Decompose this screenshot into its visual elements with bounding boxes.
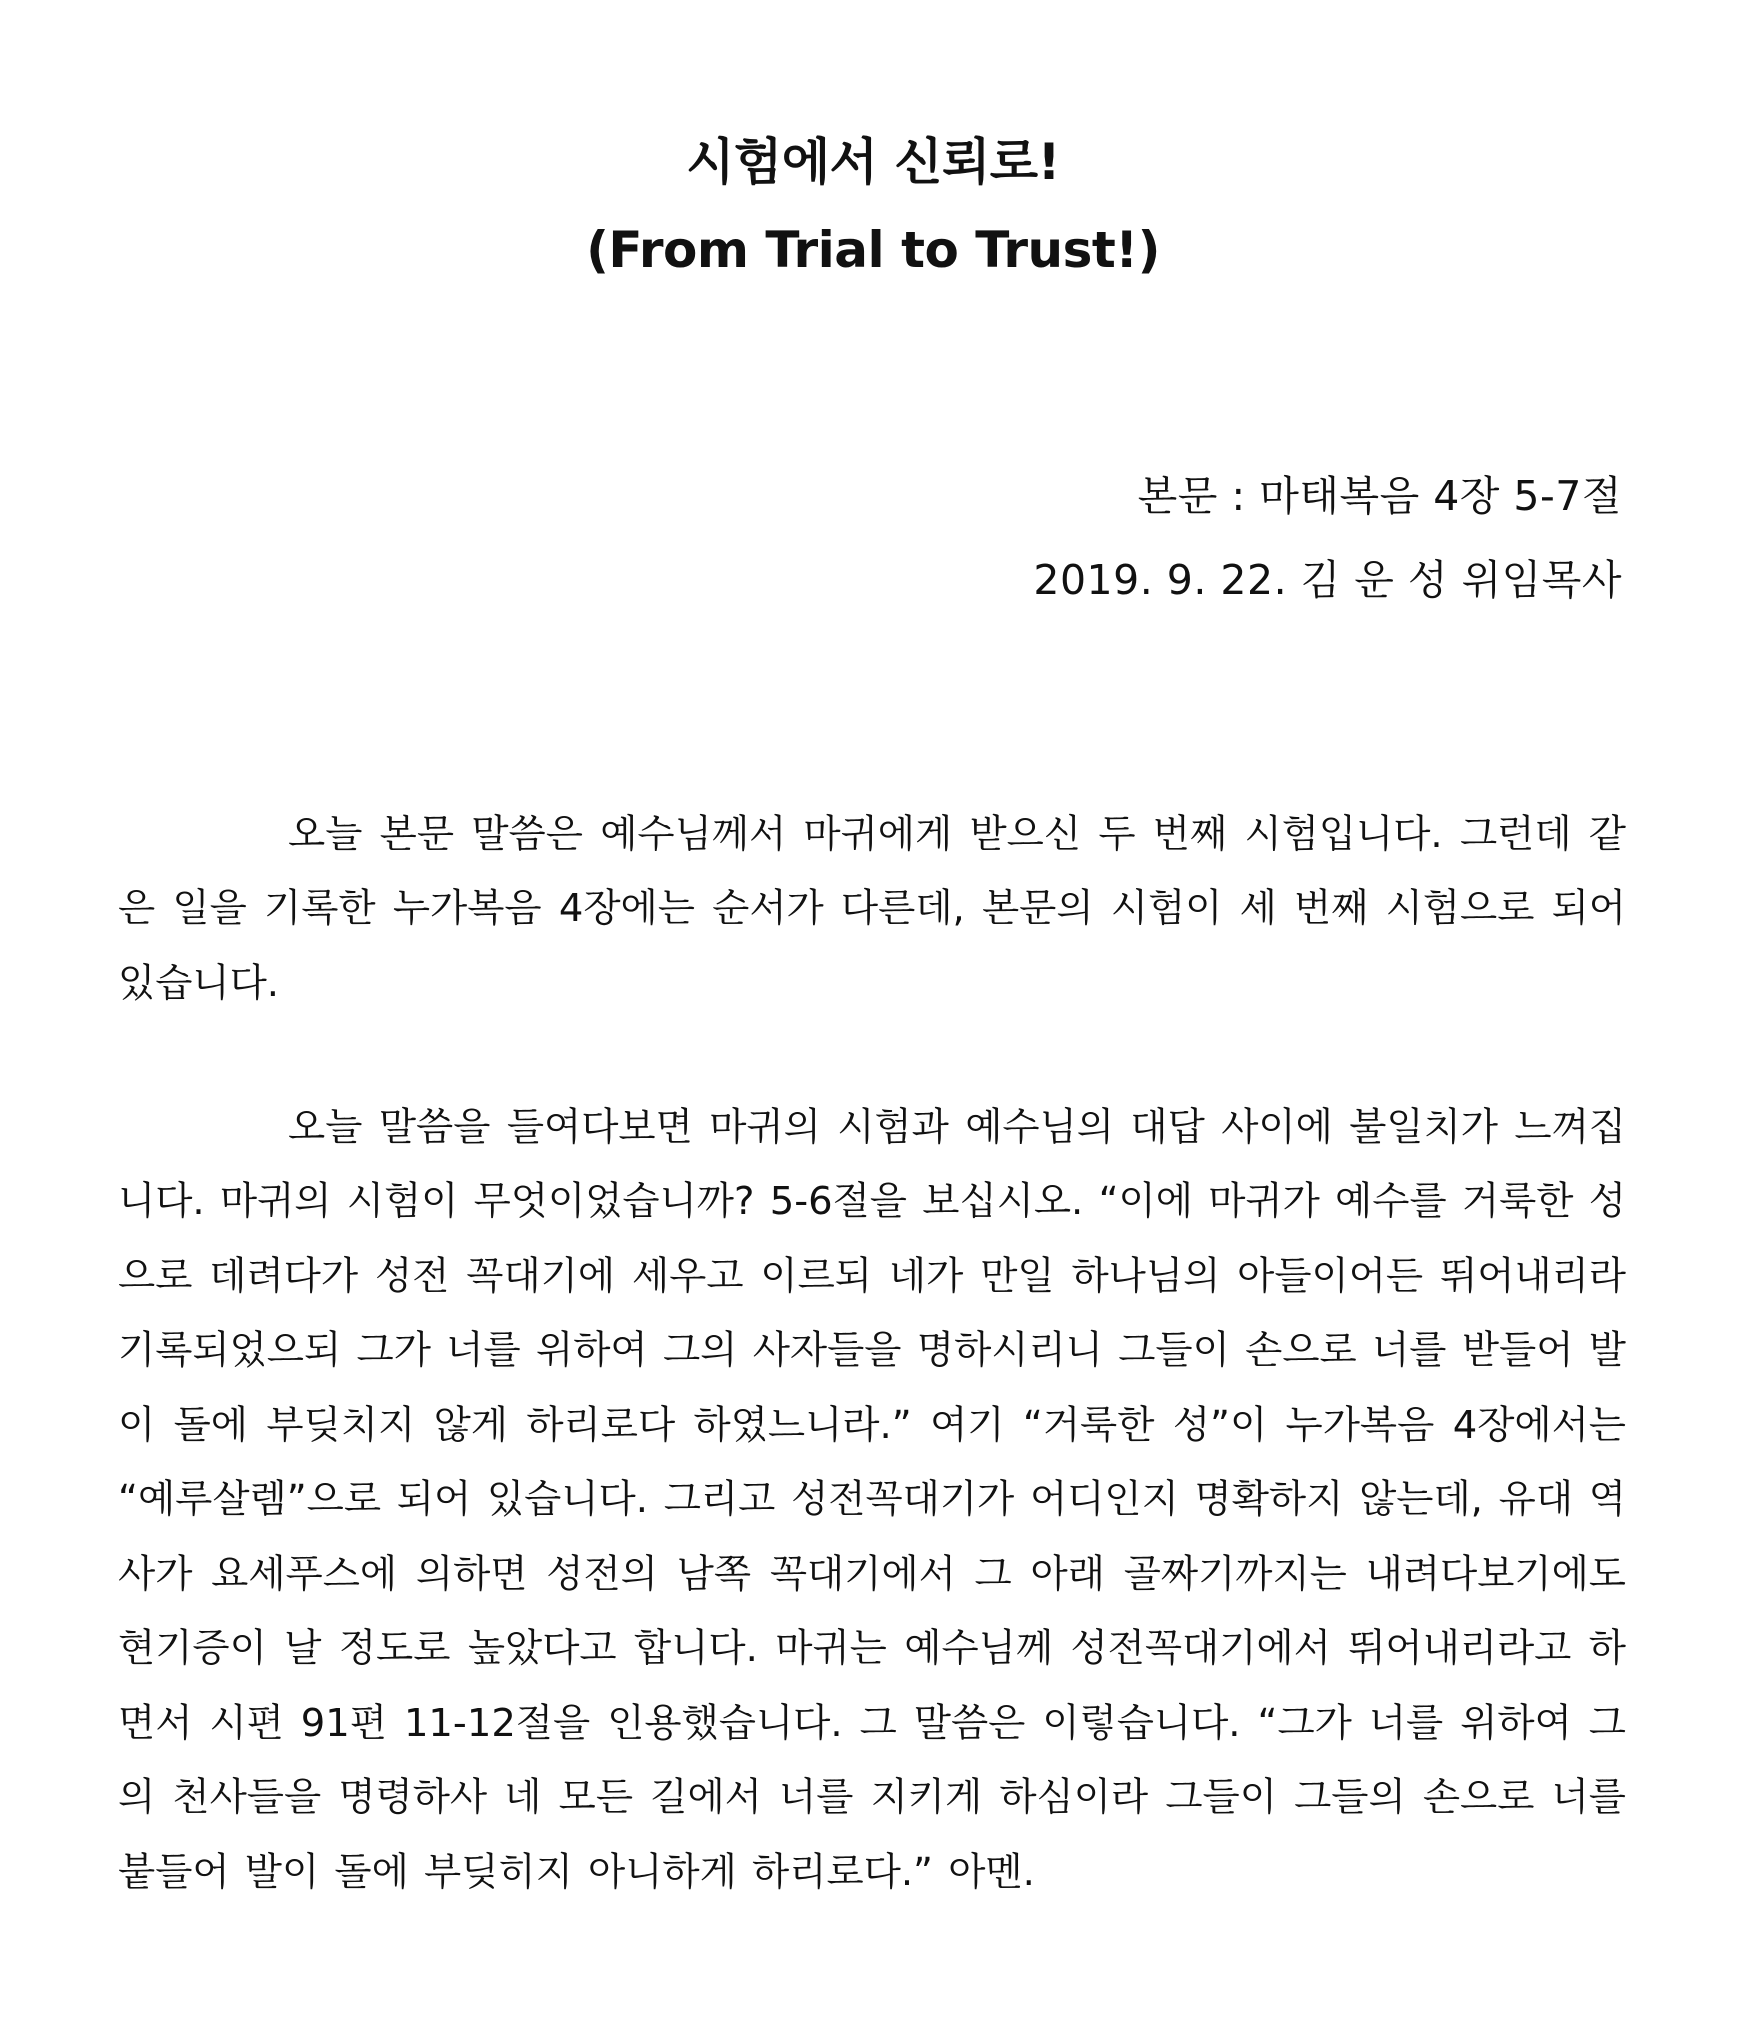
date-and-author: 2019. 9. 22. 김 운 성 위임목사 — [1033, 556, 1622, 604]
scripture-passage: 본문 : 마태복음 4장 5-7절 — [1137, 472, 1622, 520]
document-title: 시험에서 신뢰로! — [686, 133, 1060, 191]
paragraph-2: 오늘 말씀을 들여다보면 마귀의 시험과 예수님의 대답 사이에 불일치가 느껴집니다. 마귀의 시험이 무엇이었습니까? 5-6절을 보십시오. “이에 마귀가 예수를 거룩한 성으로 데려다가 성전 꼭대기에 세우고 이르되 네가 만일 하나님의 아들이어든 뛰어내리라 기록되었으되 그가 너를 위하여 그의 사자들을 명하시리니 그들이 손으로 너를 받들어 발이 돌에 부딪치지 않게 하리로다 하였느니라.” 여기 “거룩한 성”이 누가복음 4장에서는 “예루살렘”으로 되어 있습니다. 그리고 성전꼭대기가 어디인지 명확하지 않는데, 유대 역사가 요세푸스에 의하면 성전의 남쪽 꼭대기에서 그 아래 골짜기까지는 내려다보기에도 현기증이 날 정도로 높았다고 합니다. 마귀는 예수님께 성전꼭대기에서 뛰어내리라고 하면서 시편 91편 11-12절을 인용했습니다. 그 말씀은 이렇습니다. “그가 너를 위하여 그의 천사들을 명령하사 네 모든 길에서 너를 지키게 하심이라 그들이 그들의 손으로 너를 붙들어 발이 돌에 부딪히지 아니하게 하리로다.” 아멘. — [118, 1104, 1626, 1895]
paragraph-1: 오늘 본문 말씀은 예수님께서 마귀에게 받으신 두 번째 시험입니다. 그런데 같은 일을 기록한 누가복음 4장에는 순서가 다른데, 본문의 시험이 세 번째 시험으로 되어 있습니다. — [118, 811, 1626, 1006]
document-subtitle: (From Trial to Trust!) — [586, 221, 1160, 279]
